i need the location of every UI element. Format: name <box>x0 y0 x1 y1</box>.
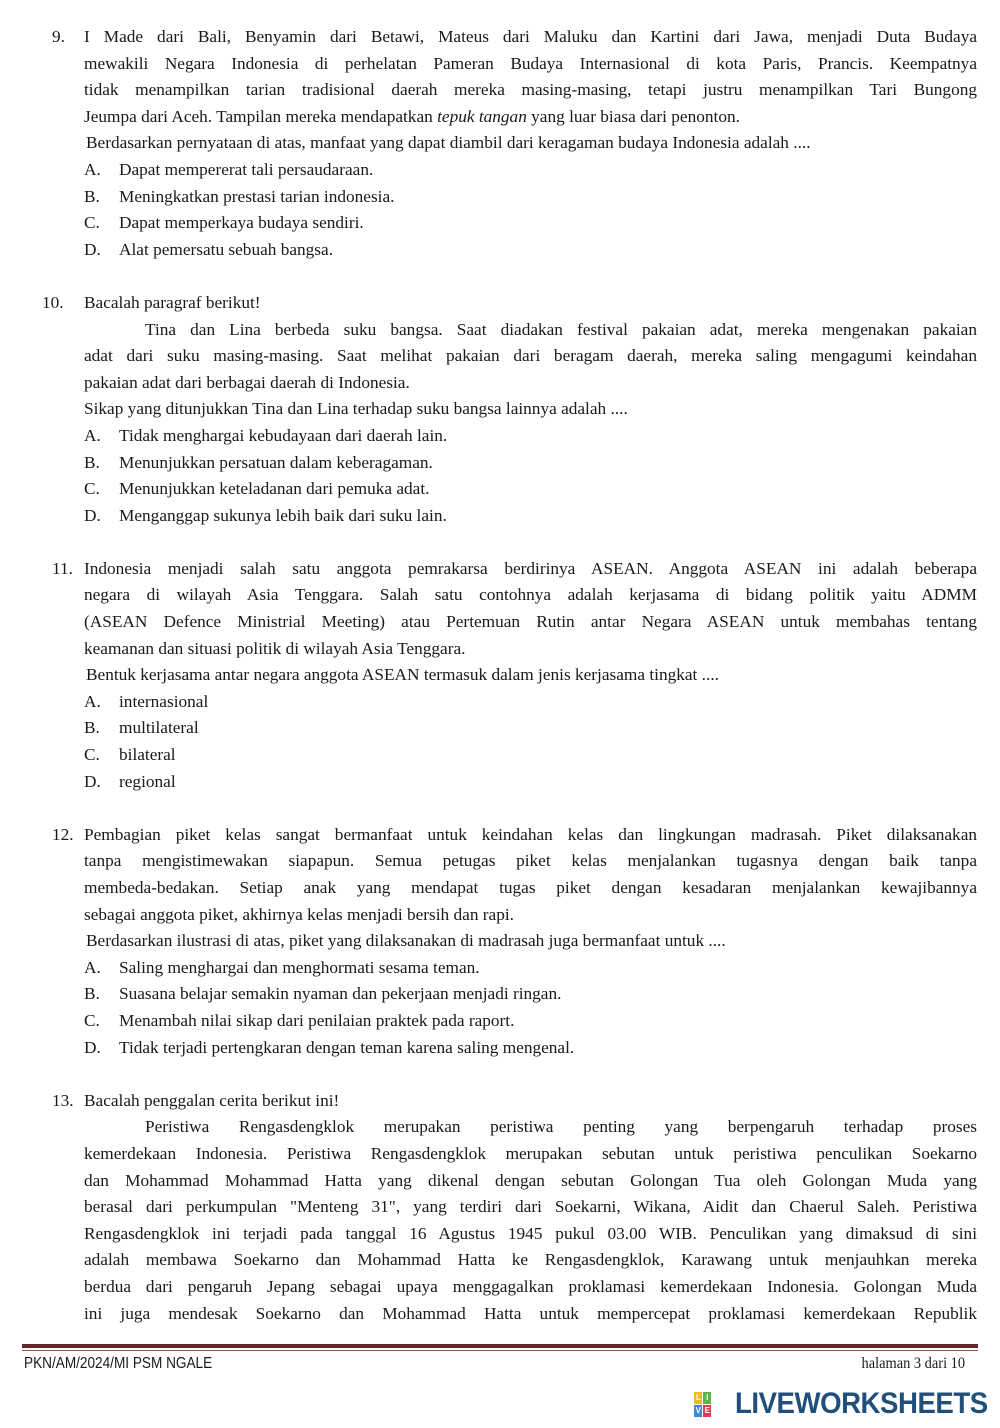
emphasis-text: tepuk tangan <box>437 106 527 126</box>
logo-block: E <box>704 1405 710 1415</box>
text-line <box>84 104 977 131</box>
text-line: Pembagian piket kelas sangat bermanfaat untuk keindahan kelas dan lingkungan madrasah. Piket dilaksanakan <box>84 824 977 844</box>
worksheet-page <box>0 24 1000 1354</box>
question-number: 9. <box>52 27 65 46</box>
text-line: Tina dan Lina berbeda suku bangsa. Saat diadakan festival pakaian adat, mereka mengenakan pakaian <box>145 319 977 339</box>
option-letter: B. <box>84 718 100 738</box>
option-text: regional <box>119 771 176 791</box>
question-number: 12. <box>52 824 74 844</box>
text-line: adalah membawa Soekarno dan Mohammad Hatta ke Rengasdengklok, Karawang untuk menjauhkan mereka <box>84 1250 977 1270</box>
answer-option-b[interactable] <box>84 981 977 1008</box>
option-text: Alat pemersatu sebuah bangsa. <box>119 239 334 259</box>
answer-option-a[interactable] <box>84 423 977 450</box>
text-line: (ASEAN Defence Ministrial Meeting) atau Pertemuan Rutin antar Negara ASEAN untuk membahas tentang <box>84 612 977 632</box>
question-12 <box>0 822 1000 1061</box>
option-text: Tidak menghargai kebudayaan dari daerah lain. <box>119 425 448 445</box>
option-letter: D. <box>84 1037 101 1057</box>
text-line: membeda-bedakan. Setiap anak yang mendapat tugas piket dengan kesadaran menjalankan kewajibannya <box>84 878 977 897</box>
text-line: tanpa mengistimewakan siapapun. Semua petugas piket kelas menjalankan tugasnya dengan baik tanpa <box>84 851 977 871</box>
text-line: keamanan dan situasi politik di wilayah Asia Tenggara. <box>84 638 466 658</box>
option-letter: B. <box>84 186 100 206</box>
footer-rule-thick <box>22 1344 978 1348</box>
text-line: negara di wilayah Asia Tenggara. Salah satu contohnya adalah kerjasama di bidang politik yaitu ADMM <box>84 585 977 605</box>
option-letter: D. <box>84 771 101 791</box>
liveworksheets-logo <box>694 1387 988 1421</box>
text-segment: yang luar biasa dari penonton. <box>526 106 740 126</box>
answer-option-d[interactable] <box>84 769 977 796</box>
logo-block: V <box>695 1405 701 1415</box>
option-text: Menunjukkan persatuan dalam keberagaman. <box>119 452 433 472</box>
option-letter: D. <box>84 505 101 525</box>
question-11 <box>0 556 1000 795</box>
option-text: Menambah nilai sikap dari penilaian praktek pada raport. <box>119 1010 515 1030</box>
option-text: Saling menghargai dan menghormati sesama teman. <box>119 957 480 977</box>
text-line: dan Mohammad Mohammad Hatta yang dikenal dengan sebutan Golongan Tua oleh Golongan Muda yang <box>84 1170 977 1190</box>
option-text: internasional <box>119 691 209 711</box>
option-text: Menunjukkan keteladanan dari pemuka adat. <box>119 479 430 499</box>
text-line: pakaian adat dari berbagai daerah di Indonesia. <box>84 372 410 392</box>
question-9 <box>0 24 1000 263</box>
question-number: 11. <box>52 558 73 578</box>
option-text: Tidak terjadi pertengkaran dengan teman karena saling mengenal. <box>119 1037 575 1057</box>
answer-option-d[interactable] <box>84 237 977 264</box>
text-line: mewakili Negara Indonesia di perhelatan Pameran Budaya Internasional di kota Paris, Prancis. Keempatnya <box>84 53 977 73</box>
option-text: Dapat mempererat tali persaudaraan. <box>119 159 374 179</box>
option-letter: C. <box>84 1010 100 1030</box>
answer-option-d[interactable] <box>84 1035 977 1062</box>
logo-block: I <box>703 1392 711 1404</box>
answer-option-d[interactable] <box>84 503 977 530</box>
question-10 <box>0 290 1000 529</box>
text-line: Indonesia menjadi salah satu anggota pemrakarsa berdirinya ASEAN. Anggota ASEAN ini adalah beberapa <box>84 558 977 578</box>
text-line: Rengasdengklok ini terjadi pada tanggal 16 Agustus 1945 pukul 03.00 WIB. Penculikan yang dimaksud di sini <box>84 1223 977 1243</box>
footer-document-code: PKN/AM/2024/MI PSM NGALE <box>24 1355 213 1372</box>
footer-page-number: halaman 3 dari 10 <box>861 1355 965 1372</box>
option-letter: C. <box>84 213 100 233</box>
question-13 <box>0 1088 1000 1327</box>
logo-block: L <box>695 1392 701 1402</box>
question-number: 13. <box>52 1090 74 1110</box>
text-line: Bacalah penggalan cerita berikut ini! <box>84 1090 340 1110</box>
text-segment: Jeumpa dari Aceh. Tampilan mereka mendapatkan <box>84 106 438 126</box>
option-letter: B. <box>84 452 100 472</box>
option-text: bilateral <box>119 745 176 765</box>
text-line: ini juga mendesak Soekarno dan Mohammad Hatta untuk mempercepat proklamasi kemerdekaan Republik <box>84 1303 977 1323</box>
logo-icon <box>694 1392 711 1417</box>
option-letter: A. <box>84 691 101 711</box>
answer-option-b[interactable] <box>84 184 977 211</box>
text-line: Bacalah paragraf berikut! <box>84 292 261 312</box>
question-number: 10. <box>42 292 64 312</box>
text-line: berdua dari pengaruh Jepang sebagai upaya menggagalkan proklamasi kemerdekaan Indonesia. Golongan Muda <box>84 1276 977 1296</box>
text-line: Peristiwa Rengasdengklok merupakan peristiwa penting yang berpengaruh terhadap proses <box>145 1117 977 1137</box>
option-letter: A. <box>84 957 101 977</box>
text-line: berasal dari perkumpulan "Menteng 31", yang terdiri dari Soekarni, Wikana, Aidit dan Chaerul Saleh. Peristiwa <box>84 1197 977 1217</box>
text-line: adat dari suku masing-masing. Saat melihat pakaian dari beragam daerah, mereka saling mengagumi keindahan <box>84 346 977 366</box>
option-letter: A. <box>84 425 101 445</box>
option-text: multilateral <box>119 718 199 738</box>
answer-option-b[interactable] <box>84 715 977 742</box>
answer-option-a[interactable] <box>84 955 977 982</box>
text-line: Berdasarkan ilustrasi di atas, piket yang dilaksanakan di madrasah juga bermanfaat untuk .... <box>86 931 726 951</box>
option-letter: B. <box>84 984 100 1004</box>
answer-option-a[interactable] <box>84 689 977 716</box>
option-text: Menganggap sukunya lebih baik dari suku lain. <box>119 505 447 525</box>
answer-option-c[interactable] <box>84 1008 977 1035</box>
answer-option-c[interactable] <box>84 210 977 237</box>
answer-option-c[interactable] <box>84 476 977 503</box>
option-text: Suasana belajar semakin nyaman dan pekerjaan menjadi ringan. <box>119 984 562 1004</box>
answer-option-c[interactable] <box>84 742 977 769</box>
option-letter: D. <box>84 239 101 259</box>
answer-option-a[interactable] <box>84 157 977 184</box>
text-line: I Made dari Bali, Benyamin dari Betawi, Mateus dari Maluku dan Kartini dari Jawa, menjadi Duta Budaya <box>84 27 977 46</box>
text-line: Bentuk kerjasama antar negara anggota ASEAN termasuk dalam jenis kerjasama tingkat .... <box>86 665 719 685</box>
option-letter: C. <box>84 479 100 499</box>
text-line: tidak menampilkan tarian tradisional daerah mereka masing-masing, tetapi justru menampilkan Tari Bungong <box>84 80 977 100</box>
text-line: sebagai anggota piket, akhirnya kelas menjadi bersih dan rapi. <box>84 904 514 924</box>
option-text: Dapat memperkaya budaya sendiri. <box>119 213 364 233</box>
text-line: Sikap yang ditunjukkan Tina dan Lina terhadap suku bangsa lainnya adalah .... <box>84 399 628 419</box>
answer-option-b[interactable] <box>84 450 977 477</box>
option-letter: C. <box>84 745 100 765</box>
option-text: Meningkatkan prestasi tarian indonesia. <box>119 186 395 206</box>
text-line: Berdasarkan pernyataan di atas, manfaat yang dapat diambil dari keragaman budaya Indonesia adalah .... <box>86 133 811 153</box>
logo-wordmark: LIVEWORKSHEETS <box>735 1387 988 1420</box>
option-letter: A. <box>84 159 101 179</box>
footer-rule-thin <box>22 1350 978 1351</box>
text-line: kemerdekaan Indonesia. Peristiwa Rengasdengklok merupakan sebutan untuk peristiwa penculikan Soekarno <box>84 1143 977 1163</box>
